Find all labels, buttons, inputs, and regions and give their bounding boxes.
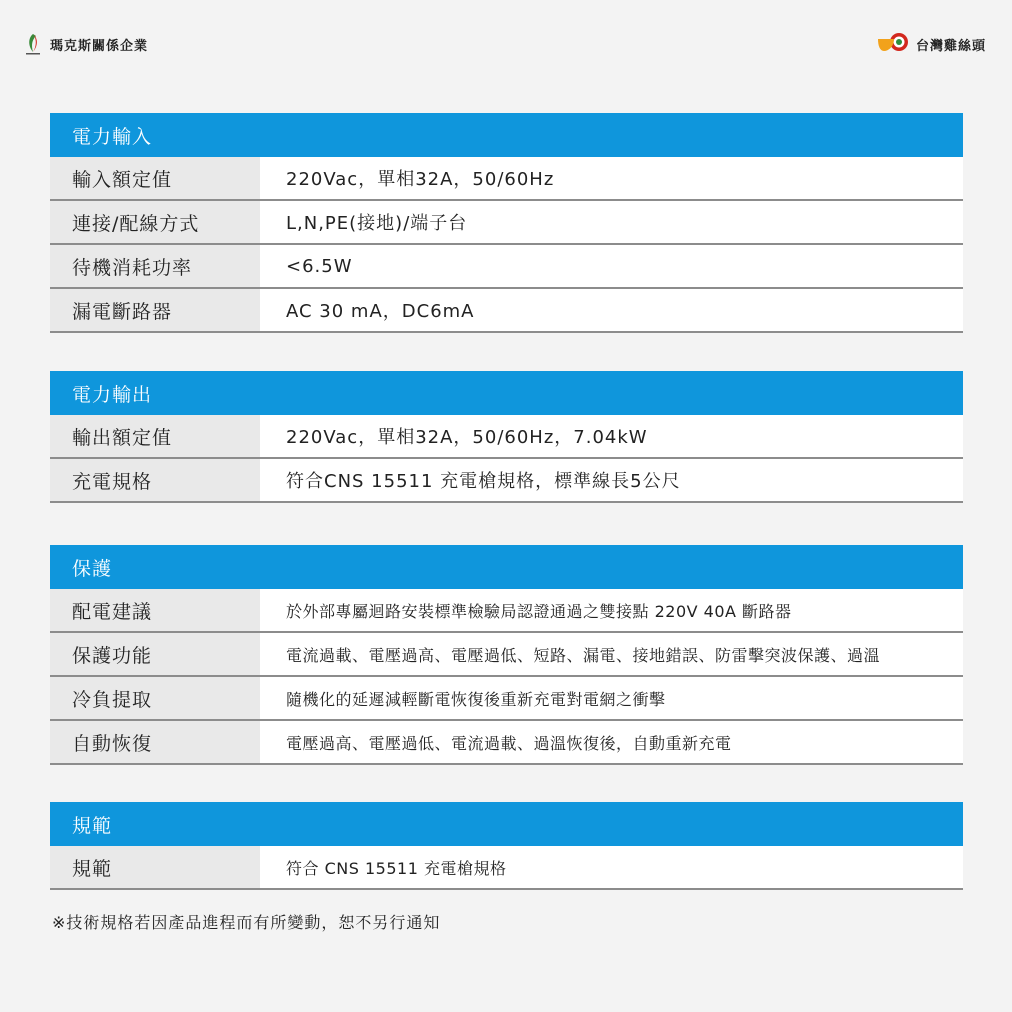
row-label: 待機消耗功率 bbox=[50, 245, 260, 287]
row-label: 連接/配線方式 bbox=[50, 201, 260, 243]
table-row bbox=[50, 289, 963, 333]
row-value: 符合 CNS 15511 充電槍規格 bbox=[260, 846, 963, 888]
row-value: 220Vac，單相32A，50/60Hz，7.04kW bbox=[260, 415, 963, 457]
row-value: <6.5W bbox=[260, 245, 963, 287]
table-row bbox=[50, 415, 963, 459]
row-label: 自動恢復 bbox=[50, 721, 260, 763]
table-row bbox=[50, 677, 963, 721]
table-row bbox=[50, 201, 963, 245]
left-brand-name: 瑪克斯關係企業 bbox=[50, 38, 149, 54]
section-title: 規範 bbox=[50, 802, 963, 846]
row-label: 配電建議 bbox=[50, 589, 260, 631]
row-label: 輸入額定值 bbox=[50, 157, 260, 199]
table-row bbox=[50, 846, 963, 890]
section-title: 電力輸入 bbox=[50, 113, 963, 157]
brand-left bbox=[22, 30, 148, 58]
brand-logo-icon bbox=[876, 31, 910, 57]
row-value: AC 30 mA，DC6mA bbox=[260, 289, 963, 331]
table-row bbox=[50, 459, 963, 503]
row-value: 於外部專屬迴路安裝標準檢驗局認證通過之雙接點 220V 40A 斷路器 bbox=[260, 589, 963, 631]
brand-right bbox=[876, 30, 986, 58]
section-standards bbox=[50, 802, 963, 890]
table-row bbox=[50, 245, 963, 289]
row-value: 隨機化的延遲減輕斷電恢復後重新充電對電網之衝擊 bbox=[260, 677, 963, 719]
section-title: 電力輸出 bbox=[50, 371, 963, 415]
row-value: L,N,PE(接地)/端子台 bbox=[260, 201, 963, 243]
table-row bbox=[50, 157, 963, 201]
row-value: 電壓過高、電壓過低、電流過載、過溫恢復後，自動重新充電 bbox=[260, 721, 963, 763]
section-protection bbox=[50, 545, 963, 765]
section-power-input bbox=[50, 113, 963, 333]
row-label: 規範 bbox=[50, 846, 260, 888]
row-label: 充電規格 bbox=[50, 459, 260, 501]
row-label: 保護功能 bbox=[50, 633, 260, 675]
section-title: 保護 bbox=[50, 545, 963, 589]
section-power-output bbox=[50, 371, 963, 503]
table-row bbox=[50, 721, 963, 765]
company-logo-icon bbox=[22, 32, 44, 56]
row-value: 符合CNS 15511 充電槍規格，標準線長5公尺 bbox=[260, 459, 963, 501]
row-label: 冷負提取 bbox=[50, 677, 260, 719]
table-row bbox=[50, 589, 963, 633]
footnote: ※技術規格若因產品進程而有所變動，恕不另行通知 bbox=[52, 913, 441, 932]
row-value: 電流過載、電壓過高、電壓過低、短路、漏電、接地錯誤、防雷擊突波保護、過溫 bbox=[260, 633, 963, 675]
table-row bbox=[50, 633, 963, 677]
row-value: 220Vac，單相32A，50/60Hz bbox=[260, 157, 963, 199]
right-brand-name: 台灣雞絲頭 bbox=[915, 38, 986, 54]
row-label: 輸出額定值 bbox=[50, 415, 260, 457]
row-label: 漏電斷路器 bbox=[50, 289, 260, 331]
